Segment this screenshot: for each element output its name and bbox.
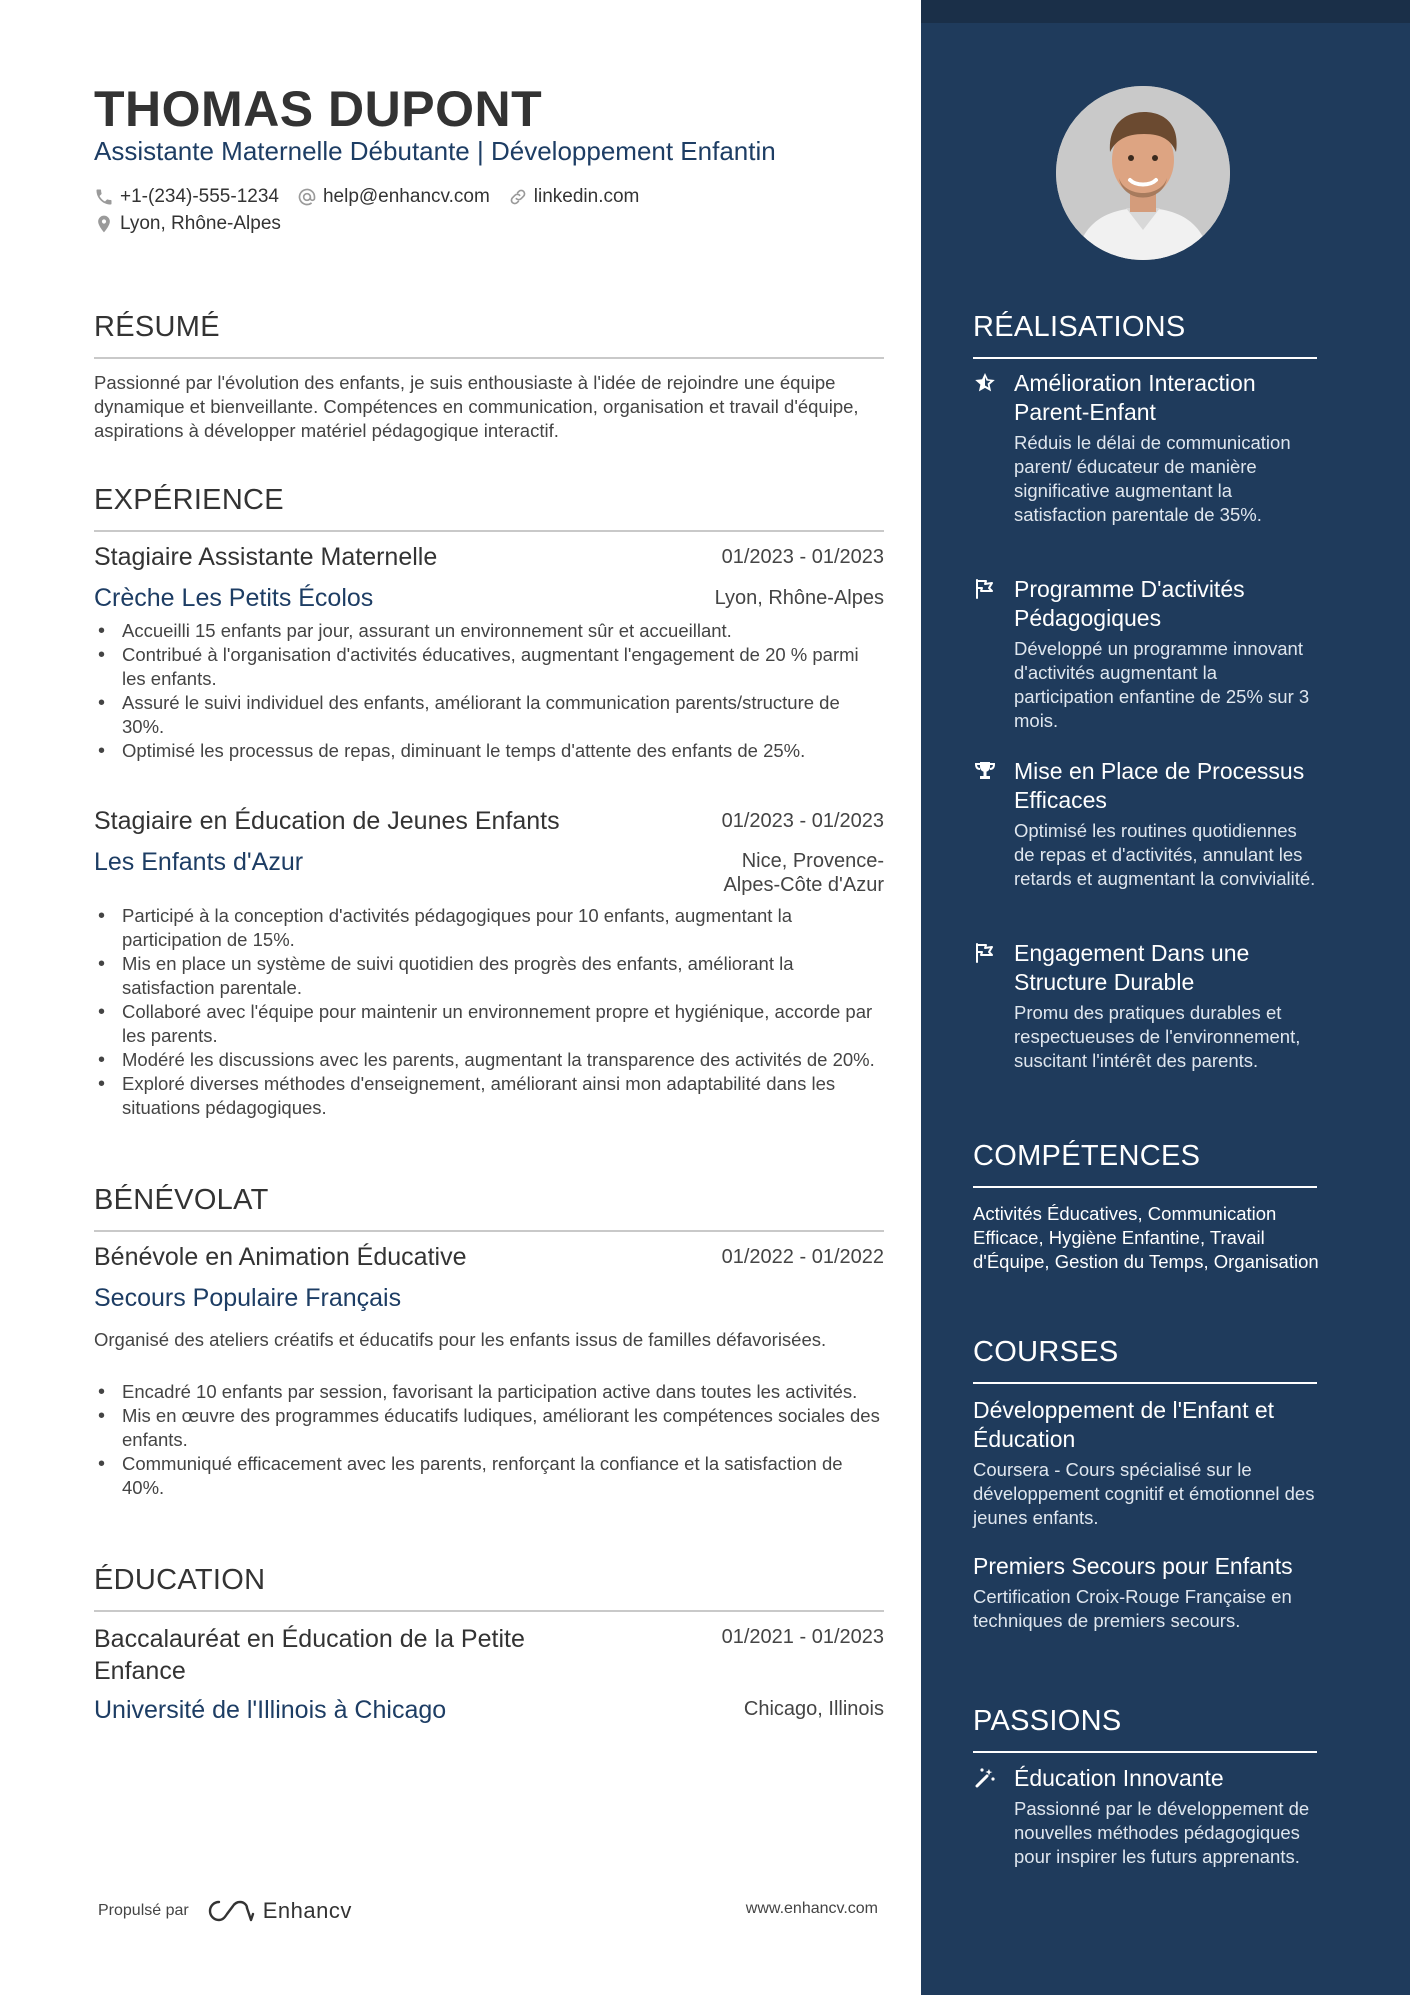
achievement-title: Amélioration Interaction Parent-Enfant — [1014, 370, 1256, 425]
footer-url[interactable]: www.enhancv.com — [745, 1900, 878, 1917]
volunteer-description: Organisé des ateliers créatifs et éducatifs pour les enfants issus de familles défavorisées. — [94, 1329, 827, 1350]
job-dates: 01/2023 - 01/2023 — [721, 810, 884, 832]
sidebar-top-band — [921, 0, 1410, 23]
passions-heading: PASSIONS — [973, 1705, 1122, 1737]
avatar-icon — [1056, 86, 1230, 260]
achievement-description: Développé un programme innovant d'activités augmentant la participation enfantine de 25% sur 3 mois. — [1014, 638, 1310, 731]
course-description: Certification Croix-Rouge Française en techniques de premiers secours. — [973, 1586, 1292, 1631]
link-icon — [508, 187, 528, 207]
passion-title: Éducation Innovante — [1014, 1765, 1224, 1791]
enhancv-brand-text: Enhancv — [262, 1898, 352, 1923]
linkedin-text: linkedin.com — [533, 186, 640, 207]
volunteer-dates: 01/2022 - 01/2022 — [721, 1246, 884, 1268]
section-divider — [94, 1610, 884, 1612]
achievements-heading: RÉALISATIONS — [973, 311, 1186, 343]
education-dates: 01/2021 - 01/2023 — [721, 1626, 884, 1648]
phone-text: +1-(234)-555-1234 — [120, 186, 279, 207]
course-description: Coursera - Cours spécialisé sur le développement cognitif et émotionnel des jeunes enfants. — [973, 1459, 1315, 1528]
at-icon — [297, 187, 317, 207]
enhancv-logo[interactable] — [207, 1898, 352, 1924]
volunteer-heading: BÉNÉVOLAT — [94, 1184, 269, 1216]
job-company: Les Enfants d'Azur — [94, 848, 304, 876]
achievement-description: Promu des pratiques durables et respectueuses de l'environnement, suscitant l'intérêt des parents. — [1014, 1002, 1301, 1071]
job-location: Lyon, Rhône-Alpes — [714, 587, 884, 609]
section-divider — [973, 1186, 1317, 1188]
candidate-name: THOMAS DUPONT — [94, 81, 543, 137]
volunteer-bullets — [94, 1380, 884, 1500]
location-pin-icon — [94, 214, 114, 234]
job-dates: 01/2023 - 01/2023 — [721, 546, 884, 568]
contact-linkedin[interactable] — [508, 186, 640, 208]
list-item: • Optimisé les processus de repas, diminuant le temps d'attente des enfants de 25%. — [94, 739, 884, 763]
list-item: • Accueilli 15 enfants par jour, assurant un environnement sûr et accueillant. — [94, 619, 884, 643]
achievement-item — [973, 939, 1317, 1073]
list-item: • Assuré le suivi individuel des enfants, améliorant la communication parents/structure de 30%. — [94, 691, 884, 739]
course-item — [973, 1552, 1317, 1633]
contact-row — [94, 211, 884, 237]
degree-line: Enfance — [94, 1657, 186, 1685]
list-item: • Mis en place un système de suivi quotidien des progrès des enfants, améliorant la satisfaction parentale. — [94, 952, 884, 1000]
achievement-description: Optimisé les routines quotidiennes de repas et d'activités, annulant les retards et augmentant la convivialité. — [1014, 820, 1316, 889]
experience-heading: EXPÉRIENCE — [94, 484, 284, 516]
achievement-title: Programme D'activités Pédagogiques — [1014, 576, 1245, 631]
flag-icon — [973, 577, 997, 601]
trophy-icon — [973, 759, 997, 783]
email-text: help@enhancv.com — [322, 186, 490, 207]
school-location: Chicago, Illinois — [743, 1698, 884, 1720]
achievement-item — [973, 369, 1317, 527]
contact-row — [94, 184, 884, 210]
list-item: • Contribué à l'organisation d'activités éducatives, augmentant l'engagement de 20 % parmi les enfants. — [94, 643, 884, 691]
section-divider — [973, 1382, 1317, 1384]
footer-powered-text: Propulsé par — [98, 1902, 189, 1919]
achievement-title: Mise en Place de Processus Efficaces — [1014, 758, 1305, 813]
job-company: Crèche Les Petits Écolos — [94, 584, 374, 612]
contact-info — [94, 184, 884, 238]
summary-heading: RÉSUMÉ — [94, 311, 220, 343]
passion-item — [973, 1764, 1317, 1869]
course-item — [973, 1396, 1317, 1530]
phone-icon — [94, 187, 114, 207]
list-item: • Modéré les discussions avec les parents, augmentant la transparence des activités de 20%. — [94, 1048, 884, 1072]
summary-text: Passionné par l'évolution des enfants, je suis enthousiaste à l'idée de rejoindre une équipe dynamique et bienveillante. Compétences en communication, organisation et travail d'équipe, aspirations à développer matériel pédagogique interactif. — [94, 372, 859, 441]
job-bullets — [94, 619, 884, 763]
education-heading: ÉDUCATION — [94, 1564, 266, 1596]
job-location-line: Nice, Provence- — [741, 850, 884, 872]
section-divider — [94, 1230, 884, 1232]
degree-title — [94, 1623, 525, 1687]
volunteer-role: Bénévole en Animation Éducative — [94, 1243, 467, 1271]
list-item: • Collaboré avec l'équipe pour maintenir un environnement propre et hygiénique, accorde par les parents. — [94, 1000, 884, 1048]
achievement-item — [973, 757, 1317, 891]
contact-location — [94, 213, 281, 235]
skills-heading: COMPÉTENCES — [973, 1140, 1201, 1172]
magic-wand-icon — [973, 1766, 997, 1790]
list-item: • Communiqué efficacement avec les parents, renforçant la confiance et la satisfaction de 40%. — [94, 1452, 884, 1500]
list-item: • Exploré diverses méthodes d'enseignement, améliorant ainsi mon adaptabilité dans les situations pédagogiques. — [94, 1072, 884, 1120]
contact-email[interactable] — [297, 186, 490, 208]
courses-heading: COURSES — [973, 1336, 1119, 1368]
list-item: • Encadré 10 enfants par session, favorisant la participation active dans toutes les activités. — [94, 1380, 884, 1404]
job-title: Stagiaire Assistante Maternelle — [94, 543, 438, 571]
course-title: Développement de l'Enfant et Éducation — [973, 1397, 1275, 1452]
section-divider — [973, 1751, 1317, 1753]
location-text: Lyon, Rhône-Alpes — [120, 213, 281, 234]
enhancv-logo-icon — [207, 1898, 255, 1924]
profile-photo — [1056, 86, 1230, 260]
footer-branding — [98, 1898, 352, 1924]
list-item: • Mis en œuvre des programmes éducatifs ludiques, améliorant les compétences sociales des enfants. — [94, 1404, 884, 1452]
candidate-headline: Assistante Maternelle Débutante | Développement Enfantin — [94, 136, 776, 166]
achievement-item — [973, 575, 1317, 733]
job-location — [723, 849, 884, 897]
school-name: Université de l'Illinois à Chicago — [94, 1696, 447, 1724]
list-item: • Participé à la conception d'activités pédagogiques pour 10 enfants, augmentant la participation de 15%. — [94, 904, 884, 952]
job-bullets — [94, 904, 884, 1120]
degree-line: Baccalauréat en Éducation de la Petite — [94, 1625, 525, 1653]
section-divider — [973, 357, 1317, 359]
skills-text: Activités Éducatives, Communication Efficace, Hygiène Enfantine, Travail d'Équipe, Gestion du Temps, Organisation — [973, 1203, 1319, 1272]
job-title: Stagiaire en Éducation de Jeunes Enfants — [94, 807, 560, 835]
flag-icon — [973, 941, 997, 965]
sidebar — [921, 0, 1410, 1995]
section-divider — [94, 530, 884, 532]
achievement-description: Réduis le délai de communication parent/ éducateur de manière significative augmentant la satisfaction parentale de 35%. — [1014, 432, 1291, 525]
star-icon — [973, 371, 997, 395]
section-divider — [94, 357, 884, 359]
passion-description: Passionné par le développement de nouvelles méthodes pédagogiques pour inspirer les futurs apprenants. — [1014, 1798, 1310, 1867]
achievement-title: Engagement Dans une Structure Durable — [1014, 940, 1250, 995]
job-location-line: Alpes-Côte d'Azur — [723, 874, 884, 896]
volunteer-org: Secours Populaire Français — [94, 1284, 402, 1312]
course-title: Premiers Secours pour Enfants — [973, 1553, 1293, 1579]
contact-phone[interactable] — [94, 186, 279, 208]
